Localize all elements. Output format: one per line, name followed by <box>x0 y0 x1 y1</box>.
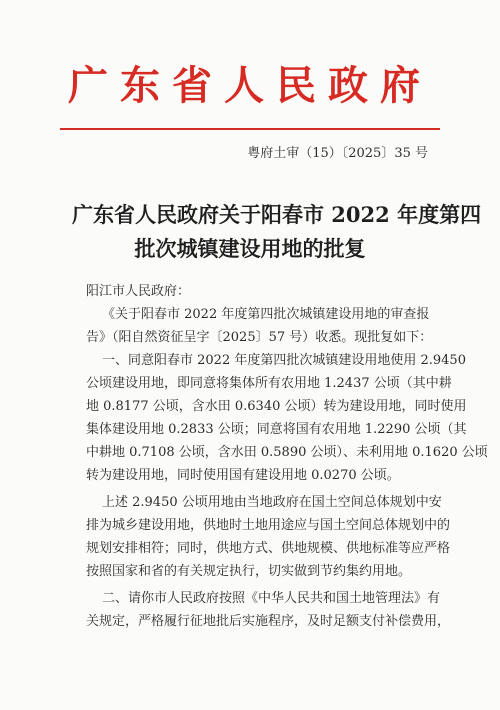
body-line: 上述 2.9450 公顷用地由当地政府在国土空间总体规划中安 <box>102 495 442 510</box>
body-line: 集体建设用地 0.2833 公顷；同意将国有农用地 1.2290 公顷（其 <box>86 422 467 437</box>
document-title-line: 批次城镇建设用地的批复 <box>134 236 366 261</box>
document-title <box>72 198 482 266</box>
body-line: 一、同意阳春市 2022 年度第四批次城镇建设用地使用 2.9450 <box>102 353 466 368</box>
body-line: 按照国家和省的有关规定执行，切实做到节约集约用地。 <box>86 564 412 579</box>
addressee: 阳江市人民政府： <box>86 284 191 299</box>
body-line: 二、请你市人民政府按照《中华人民共和国土地管理法》有 <box>102 591 441 606</box>
body-line: 《关于阳春市 2022 年度第四批次城镇建设用地的审查报 <box>102 307 430 322</box>
body-line: 公顷建设用地，即同意将集体所有农用地 1.2437 公顷（其中耕 <box>86 376 452 391</box>
body-line: 转为建设用地，同时使用国有建设用地 0.0270 公顷。 <box>86 468 400 483</box>
document-body <box>86 280 488 633</box>
body-line: 规划安排相符；同时，供地方式、供地规模、供地标准等应严格 <box>86 541 451 556</box>
body-line: 中耕地 0.7108 公顷，含水田 0.5890 公顷）、未利用地 0.1620 公顷 <box>86 445 488 460</box>
body-line: 地 0.8177 公顷，含水田 0.6340 公顷）转为建设用地，同时使用 <box>86 399 467 414</box>
document-title-line: 广东省人民政府关于阳春市 2022 年度第四 <box>72 202 482 227</box>
body-line: 排为城乡建设用地，供地时土地用途应与国土空间总体规划中的 <box>86 518 451 533</box>
body-line: 告》（阳自然资征呈字〔2025〕57 号）收悉。现批复如下： <box>86 330 433 345</box>
header-divider-rule <box>60 128 440 130</box>
body-line: 关规定，严格履行征地批后实施程序，及时足额支付补偿费用， <box>86 614 451 629</box>
issuing-authority-header: 广东省人民政府 <box>68 62 432 109</box>
document-number: 粤府土审（15）〔2025〕35 号 <box>247 146 428 161</box>
